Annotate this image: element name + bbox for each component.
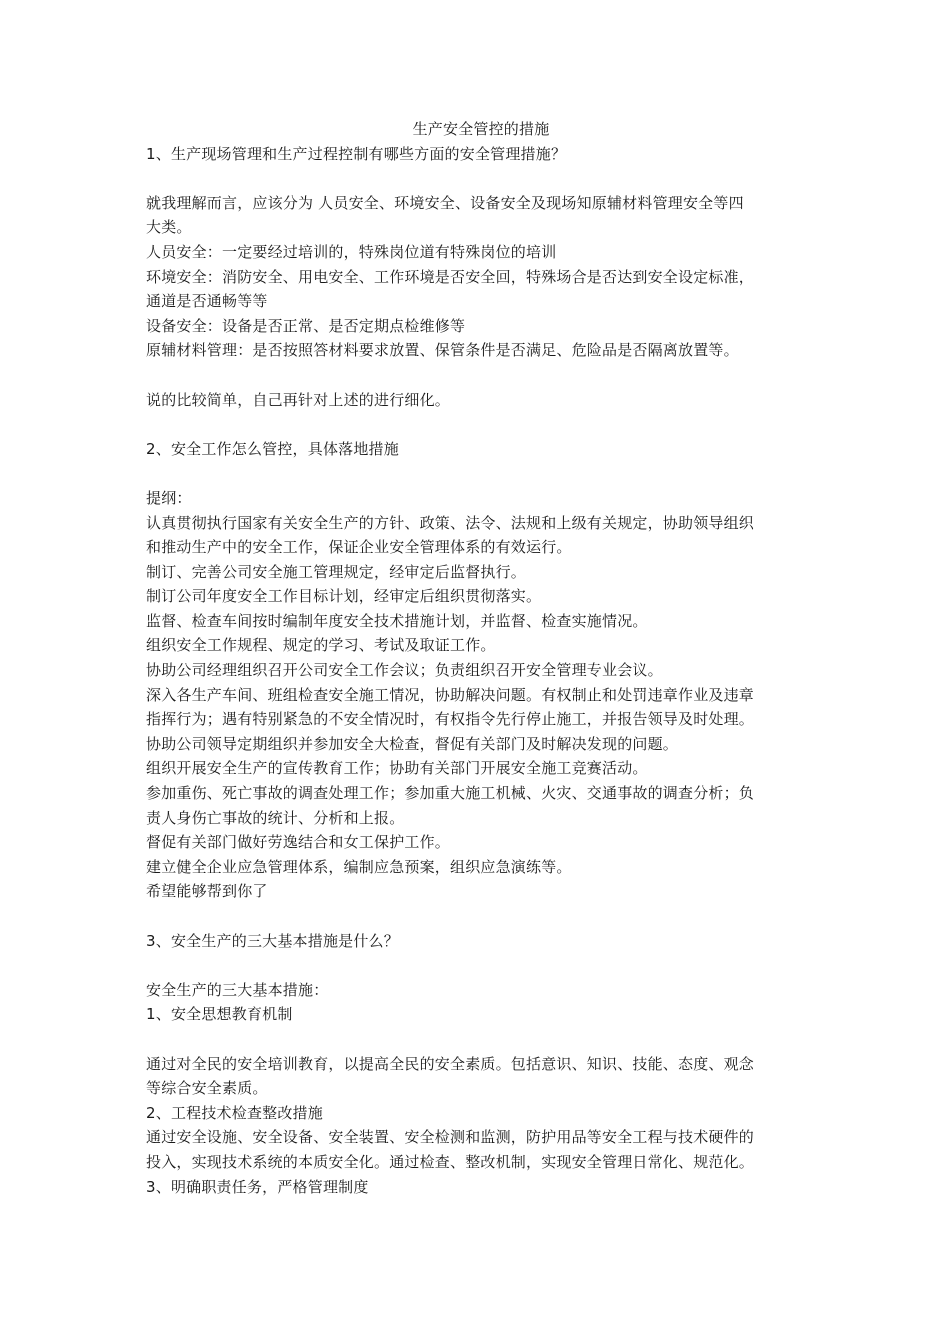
text-line: 2、安全工作怎么管控，具体落地措施 (146, 439, 399, 458)
text-line: 组织开展安全生产的宣传教育工作；协助有关部门开展安全施工竞赛活动。 (146, 759, 648, 778)
text-line: 说的比较简单，自己再针对上述的进行细化。 (146, 390, 451, 409)
blank-line (146, 461, 816, 486)
text-line: 通道是否通畅等等 (146, 292, 268, 311)
blank-line (146, 166, 816, 191)
text-line: 安全生产的三大基本措施： (146, 980, 329, 999)
blank-line (146, 904, 816, 929)
text-line: 指挥行为；遇有特别紧急的不安全情况时，有权指令先行停止施工，并报告领导及时处理。 (146, 710, 755, 729)
text-line: 认真贯彻执行国家有关安全生产的方针、政策、法令、法规和上级有关规定，协助领导组织 (146, 513, 755, 532)
text-line: 等综合安全素质。 (146, 1079, 268, 1098)
text-line: 协助公司经理组织召开公司安全工作会议；负责组织召开安全管理专业会议。 (146, 661, 663, 680)
text-line: 投入，实现技术系统的本质安全化。通过检查、整改机制，实现安全管理日常化、规范化。 (146, 1152, 755, 1171)
text-line: 通过对全民的安全培训教育，以提高全民的安全素质。包括意识、知识、技能、态度、观念 (146, 1054, 755, 1073)
text-line: 监督、检查车间按时编制年度安全技术措施计划，并监督、检查实施情况。 (146, 611, 648, 630)
text-line: 1、生产现场管理和生产过程控制有哪些方面的安全管理措施？ (146, 144, 567, 163)
blank-line (146, 1027, 816, 1052)
document-text (146, 142, 816, 1200)
text-line: 协助公司领导定期组织并参加安全大检查，督促有关部门及时解决发现的问题。 (146, 734, 679, 753)
text-line: 环境安全：消防安全、用电安全、工作环境是否安全回，特殊场合是否达到安全设定标准， (146, 267, 755, 286)
text-line: 通过安全设施、安全设备、安全装置、安全检测和监测，防护用品等安全工程与技术硬件的 (146, 1128, 755, 1147)
text-line: 深入各生产车间、班组检查安全施工情况，协助解决问题。有权制止和处罚违章作业及违章 (146, 685, 755, 704)
text-line: 制订、完善公司安全施工管理规定，经审定后监督执行。 (146, 562, 527, 581)
text-line: 就我理解而言，应该分为 人员安全、环境安全、设备安全及现场知原辅材料管理安全等四 (146, 193, 744, 212)
blank-line (146, 363, 816, 388)
document-body (146, 117, 816, 1199)
text-line: 提纲： (146, 488, 192, 507)
text-line: 希望能够帮到你了 (146, 882, 268, 901)
text-line: 大类。 (146, 218, 192, 237)
text-line: 组织安全工作规程、规定的学习、考试及取证工作。 (146, 636, 496, 655)
text-line: 和推动生产中的安全工作，保证企业安全管理体系的有效运行。 (146, 538, 572, 557)
text-line: 设备安全：设备是否正常、是否定期点检维修等 (146, 316, 466, 335)
text-line: 建立健全企业应急管理体系，编制应急预案，组织应急演练等。 (146, 857, 572, 876)
text-line: 督促有关部门做好劳逸结合和女工保护工作。 (146, 833, 451, 852)
text-line: 1、安全思想教育机制 (146, 1005, 293, 1024)
text-line: 原辅材料管理：是否按照答材料要求放置、保管条件是否满足、危险品是否隔离放置等。 (146, 341, 739, 360)
blank-line (146, 412, 816, 437)
blank-line (146, 953, 816, 978)
document-title: 生产安全管控的措施 (412, 120, 550, 138)
text-line: 人员安全：一定要经过培训的，特殊岗位道有特殊岗位的培训 (146, 242, 557, 261)
text-line: 2、工程技术检查整改措施 (146, 1103, 323, 1122)
text-line: 3、明确职责任务，严格管理制度 (146, 1177, 369, 1196)
text-line: 责人身伤亡事故的统计、分析和上报。 (146, 808, 405, 827)
text-line: 参加重伤、死亡事故的调查处理工作；参加重大施工机械、火灾、交通事故的调查分析；负 (146, 784, 755, 803)
text-line: 制订公司年度安全工作目标计划，经审定后组织贯彻落实。 (146, 587, 542, 606)
text-line: 3、安全生产的三大基本措施是什么？ (146, 931, 399, 950)
